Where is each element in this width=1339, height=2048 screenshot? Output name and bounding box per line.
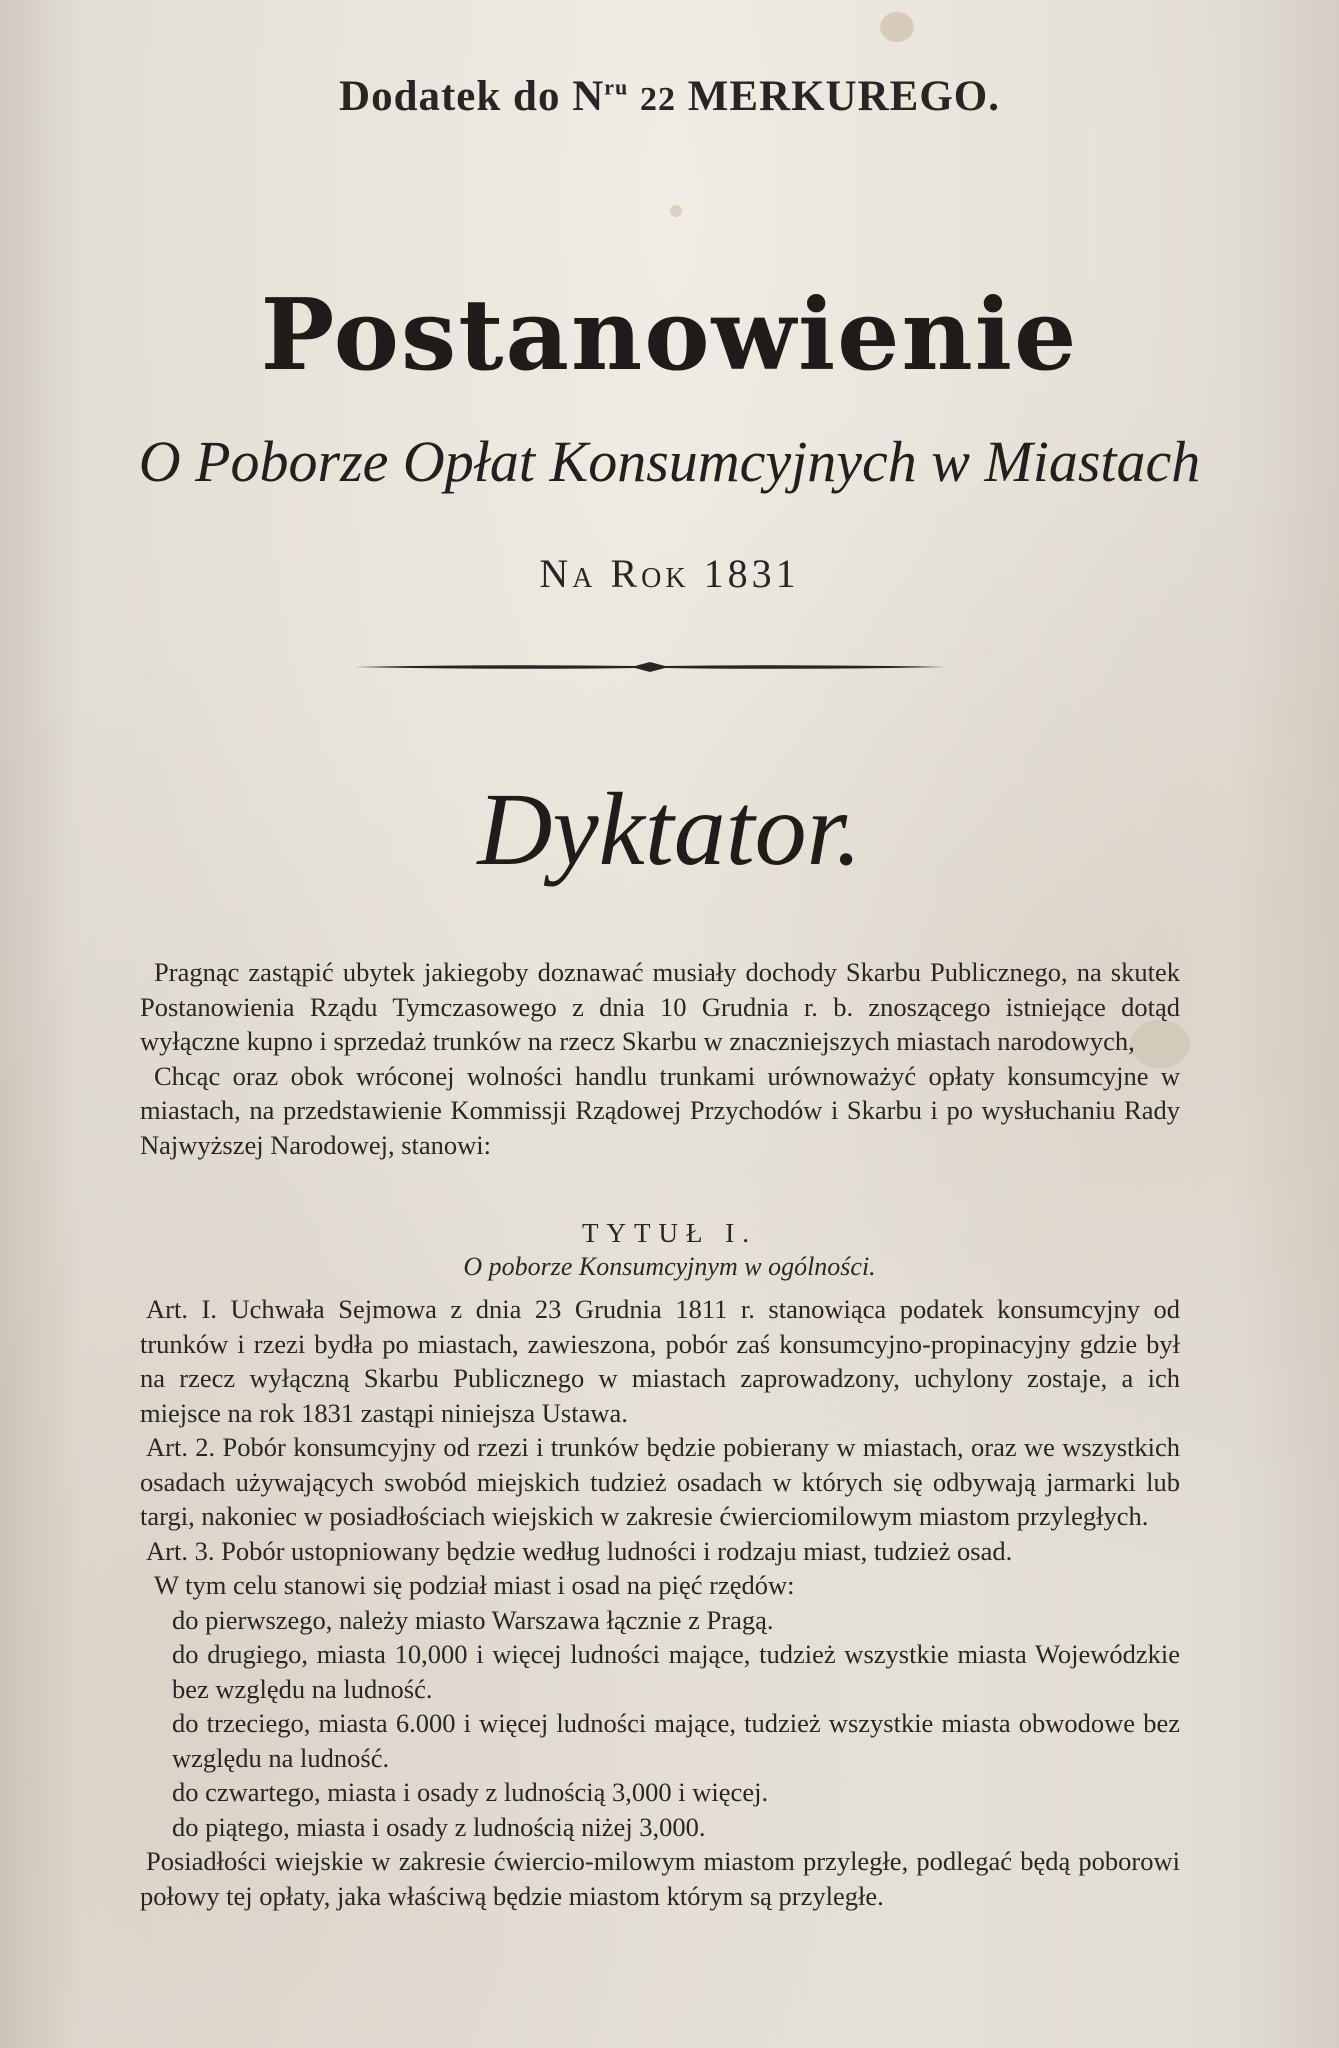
supplement-header xyxy=(0,72,1339,121)
article-3: Art. 3. Pobór ustopniowany będzie według ludności i rodzaju miast, tudzież osad. xyxy=(146,1535,1013,1566)
newspaper-name: MERKUREGO. xyxy=(687,73,1000,120)
supplement-sup: ru xyxy=(604,74,629,100)
paper-stain xyxy=(670,205,682,217)
paper-stain xyxy=(880,12,914,42)
document-title: Postanowienie xyxy=(260,278,1079,393)
article-2: Art. 2. Pobór konsumcyjny od rzezi i trunków będzie pobierany w miastach, oraz we wszystkich osadach używających swobód miejskich tudzież osadach w których się odbywają jarmarki lub targi, nakoniec w posiadłościach wiejskich w zakresie ćwierciomilowym miastom przyległych. xyxy=(140,1432,1180,1531)
supplement-prefix: Dodatek do N xyxy=(339,73,605,120)
rank-item: do pierwszego, należy miasto Warszawa łącznie z Pragą. xyxy=(172,1604,774,1635)
ornamental-rule xyxy=(355,660,945,674)
article-3-lead: W tym celu stanowi się podział miast i osad na pięć rzędów: xyxy=(154,1570,795,1600)
articles xyxy=(140,1292,1180,1913)
article-1: Art. I. Uchwała Sejmowa z dnia 23 Grudnia 1811 r. stanowiąca podatek konsumcyjny od trunków i rzezi bydła po miastach, zawieszona, pobór zaś konsumcyjno-propinacyjny gdzie był na rzecz wyłączną Skarbu Publicznego w miastach zaprowadzony, uchylony zostaje, a ich miejsce na rok 1831 zastąpi niniejsza Ustawa. xyxy=(140,1294,1180,1428)
rank-item: do drugiego, miasta 10,000 i więcej ludności mające, tudzież wszystkie miasta Wojewódzkie bez względu na ludność. xyxy=(172,1639,1180,1704)
preamble-paragraph: Chcąc oraz obok wróconej wolności handlu trunkami urównoważyć opłaty konsumcyjne w miastach, na przedstawienie Kommissji Rządowej Przychodów i Skarbu i po wysłuchaniu Rady Najwyższej Narodowej, stanowi: xyxy=(140,1060,1180,1160)
issuer-title: Dyktator. xyxy=(477,772,862,887)
preamble-paragraph: Pragnąc zastąpić ubytek jakiegoby doznawać musiały dochody Skarbu Publicznego, na skutek Postanowienia Rządu Tymczasowego z dnia 10 Grudnia r. b. znoszącego istniejące dotąd wyłączne kupno i sprzedaż trunków na rzecz Skarbu w znaczniejszych miastach narodowych, xyxy=(140,957,1180,1056)
rank-item: do piątego, miasta i osady z ludnością niżej 3,000. xyxy=(172,1811,706,1842)
issue-number: 22 xyxy=(640,81,677,118)
article-3-closing: Posiadłości wiejskie w zakresie ćwiercio-milowym miastom przyległe, podlegać będą poborowi połowy tej opłaty, jaka właściwą będzie miastom którym są przyległe. xyxy=(140,1846,1180,1911)
rank-item: do czwartego, miasta i osady z ludnością 3,000 i więcej. xyxy=(172,1777,769,1807)
document-subtitle: O Poborze Opłat Konsumcyjnych w Miastach xyxy=(138,429,1201,494)
year-line: Na Rok 1831 xyxy=(539,551,800,596)
rank-item: do trzeciego, miasta 6.000 i więcej ludności mające, tudzież wszystkie miasta obwodowe bez względu na ludność. xyxy=(172,1708,1180,1773)
preamble xyxy=(140,955,1180,1162)
section-heading: TYTUŁ I. xyxy=(582,1218,757,1248)
section-subheading: O poborze Konsumcyjnym w ogólności. xyxy=(463,1252,876,1281)
